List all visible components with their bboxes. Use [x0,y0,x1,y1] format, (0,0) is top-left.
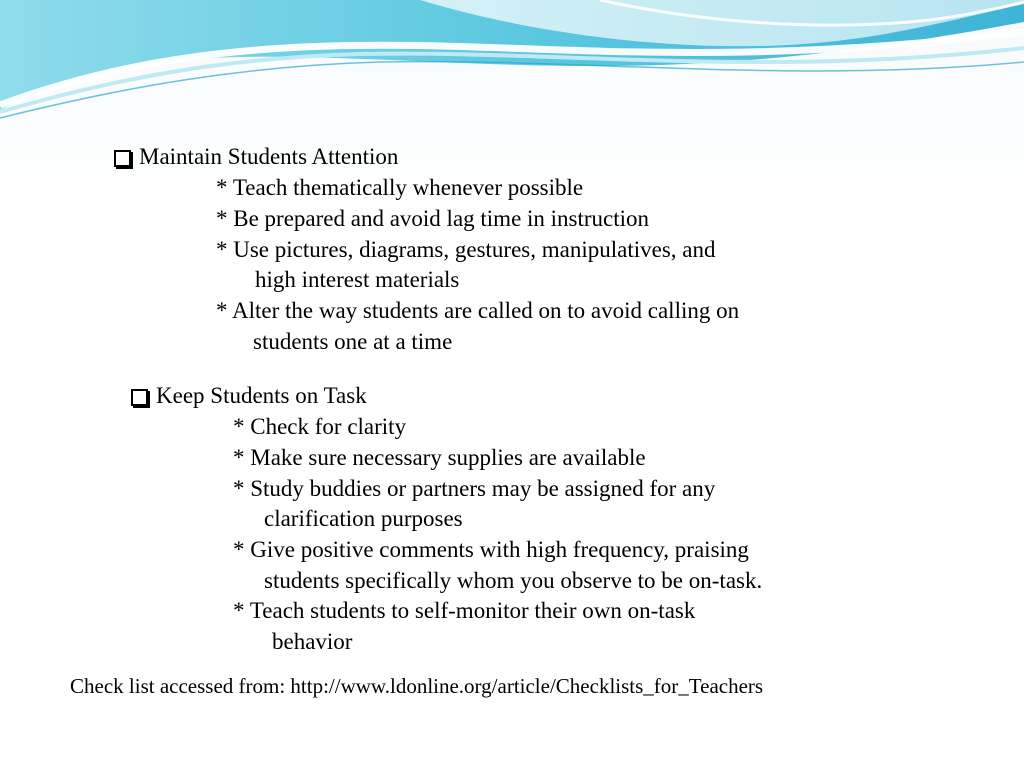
checkbox-bullet-icon [114,150,131,167]
section2-item-study-buddies-cont: clarification purposes [264,506,463,531]
heading-text: Keep Students on Task [156,383,367,408]
section2-item-self-monitor: * Teach students to self-monitor their own on-task [233,598,696,623]
section1-item-teach-thematically: * Teach thematically whenever possible [216,175,584,200]
section2-item-check-clarity: * Check for clarity [233,414,407,439]
section-maintain-attention-heading [114,142,398,172]
checkbox-bullet-icon [131,389,148,406]
section2-item-self-monitor-cont: behavior [272,629,353,654]
decorative-wave-header [0,0,1024,130]
citation-source: Check list accessed from: http://www.ldonline.org/article/Checklists_for_Teachers [70,674,764,698]
section2-item-positive-comments-cont: students specifically whom you observe to be on-task. [264,568,763,593]
section1-item-alter-calling-cont: students one at a time [253,329,453,354]
section-keep-on-task-heading [131,381,367,411]
section1-item-use-pictures-cont: high interest materials [255,267,460,292]
section1-item-be-prepared: * Be prepared and avoid lag time in instruction [216,206,650,231]
section1-item-alter-calling: * Alter the way students are called on to avoid calling on [216,298,740,323]
section1-item-use-pictures: * Use pictures, diagrams, gestures, manipulatives, and [216,237,716,262]
section2-item-positive-comments: * Give positive comments with high frequency, praising [233,537,749,562]
section2-item-supplies: * Make sure necessary supplies are available [233,445,646,470]
section2-item-study-buddies: * Study buddies or partners may be assigned for any [233,476,716,501]
heading-text: Maintain Students Attention [139,144,399,169]
